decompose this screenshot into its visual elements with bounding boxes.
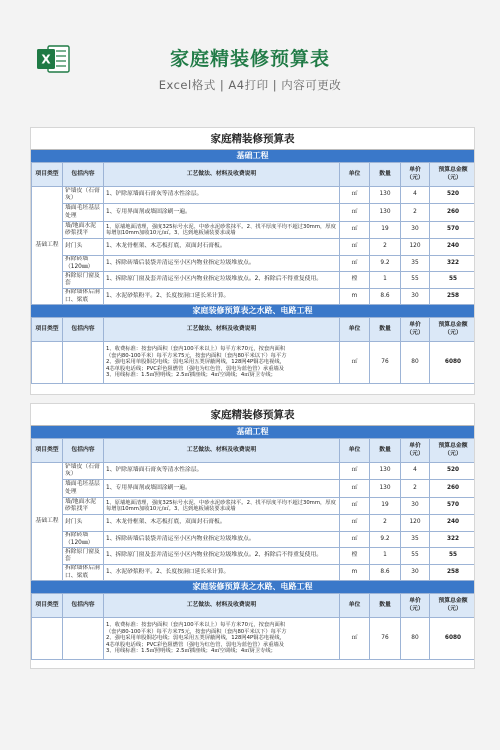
price-cell: 4 (401, 463, 430, 480)
table-row (32, 463, 476, 480)
price-cell: 30 (401, 565, 430, 581)
desc-cell: 1、原墙地面清理，强度325标号水泥、中砂水泥砂浆抹平。2、找平厚度平均不超过30mm，厚度每增加10mm加收10元/㎡。3、达到地板铺装要求或墙 (104, 222, 340, 239)
table-row (32, 532, 476, 548)
content-cell: 拆除墙体后洞口、梁底 (63, 565, 104, 581)
col-header-desc: 工艺做法、材料及收费说明 (104, 163, 340, 187)
desc-line: 1、收费标准：按套内面积（套内100平米以上）每平方米70元，按套内面积 (106, 346, 286, 353)
col-header-price: 单价（元） (401, 318, 430, 342)
content-cell: 拆除原门窗及套 (63, 548, 104, 565)
price-cell: 120 (401, 515, 430, 532)
total-cell: 520 (430, 463, 476, 480)
section-bar-basic: 基础工程 (31, 150, 474, 162)
content-cell: 墙/地面水泥砂浆找平 (63, 498, 104, 515)
price-cell: 30 (401, 222, 430, 239)
col-header-unit: 单位 (340, 318, 370, 342)
content-cell: 拆除原门窗及套 (63, 272, 104, 289)
col-header-content: 包括内容 (63, 163, 104, 187)
col-header-desc: 工艺做法、材料及收费说明 (104, 594, 340, 618)
col-header-unit: 单位 (340, 594, 370, 618)
budget-sheet-preview (30, 403, 475, 669)
table-row (32, 548, 476, 565)
unit-cell: ㎡ (340, 532, 370, 548)
col-header-desc: 工艺做法、材料及收费说明 (104, 439, 340, 463)
price-cell: 35 (401, 532, 430, 548)
basic-works-table (31, 438, 475, 581)
section-bar-basic: 基础工程 (31, 426, 474, 438)
col-header-unit: 单位 (340, 163, 370, 187)
col-header-desc: 工艺做法、材料及收费说明 (104, 318, 340, 342)
col-header-unit: 单位 (340, 439, 370, 463)
table-row (32, 342, 476, 384)
price-cell: 30 (401, 289, 430, 305)
qty-cell: 8.6 (370, 565, 401, 581)
col-header-qty: 数量 (370, 439, 401, 463)
unit-cell: ㎡ (340, 498, 370, 515)
budget-sheet-preview (30, 127, 475, 395)
price-cell: 30 (401, 498, 430, 515)
price-cell: 35 (401, 256, 430, 272)
content-cell (63, 342, 104, 384)
desc-cell: 1、拆除砖墙后装袋并清运至小区内物业指定垃圾堆放点。 (104, 256, 340, 272)
category-cell: 基础工程 (32, 463, 63, 581)
desc-line: （套内80-100平米）每平方米75元，按套内面积（套内80平米以下）每平方 (106, 628, 287, 635)
unit-cell: ㎡ (340, 515, 370, 532)
col-header-type: 项目类型 (32, 594, 63, 618)
svg-text:X: X (41, 52, 51, 67)
unit-cell: 樘 (340, 548, 370, 565)
category-cell (32, 342, 63, 384)
col-header-qty: 数量 (370, 318, 401, 342)
content-cell: 铲墙皮（石膏灰） (63, 463, 104, 480)
col-header-type: 项目类型 (32, 439, 63, 463)
unit-cell: ㎡ (340, 342, 370, 384)
col-header-total: 预算总金额（元） (430, 594, 476, 618)
desc-line: 2、强电采用单股铜芯电线；弱电采用五类屏蔽网线，128网4P铜芯电视线， (106, 359, 285, 366)
content-cell: 拆除砖墙（120㎜） (63, 256, 104, 272)
table-row (32, 515, 476, 532)
price-cell: 2 (401, 204, 430, 222)
qty-cell: 1 (370, 272, 401, 289)
price-cell: 120 (401, 239, 430, 256)
table-row (32, 289, 476, 305)
desc-cell (104, 342, 340, 384)
desc-cell: 1、拆除原门窗及套并清运至小区内物业指定垃圾堆放点。2、拆除后不得重复使用。 (104, 548, 340, 565)
desc-cell: 1、拆除砖墙后装袋并清运至小区内物业指定垃圾堆放点。 (104, 532, 340, 548)
total-cell: 322 (430, 256, 476, 272)
unit-cell: ㎡ (340, 618, 370, 660)
table-row (32, 187, 476, 204)
col-header-price: 单价（元） (401, 163, 430, 187)
table-row (32, 239, 476, 256)
col-header-type: 项目类型 (32, 318, 63, 342)
content-cell: 墙面毛坯基层处理 (63, 480, 104, 498)
total-cell: 322 (430, 532, 476, 548)
qty-cell: 76 (370, 342, 401, 384)
col-header-content: 包括内容 (63, 439, 104, 463)
price-cell: 80 (401, 618, 430, 660)
desc-cell: 1、木龙骨框架、木芯板打底，双面封石膏板。 (104, 515, 340, 532)
unit-cell: 樘 (340, 272, 370, 289)
total-cell: 520 (430, 187, 476, 204)
total-cell: 55 (430, 272, 476, 289)
content-cell: 封门头 (63, 515, 104, 532)
table-row (32, 498, 476, 515)
total-cell: 6080 (430, 618, 476, 660)
qty-cell: 2 (370, 239, 401, 256)
content-cell (63, 618, 104, 660)
section-bar-electric: 家庭装修预算表之水路、电路工程 (31, 581, 474, 593)
desc-cell: 1、木龙骨框架、木芯板打底，双面封石膏板。 (104, 239, 340, 256)
electric-works-table (31, 317, 475, 384)
qty-cell: 9.2 (370, 256, 401, 272)
total-cell: 260 (430, 204, 476, 222)
total-cell: 6080 (430, 342, 476, 384)
qty-cell: 130 (370, 463, 401, 480)
desc-cell (104, 618, 340, 660)
content-cell: 拆除砖墙（120㎜） (63, 532, 104, 548)
table-row (32, 565, 476, 581)
total-cell: 258 (430, 289, 476, 305)
category-cell: 基础工程 (32, 187, 63, 305)
qty-cell: 8.6 (370, 289, 401, 305)
table-row (32, 618, 476, 660)
qty-cell: 9.2 (370, 532, 401, 548)
price-cell: 80 (401, 342, 430, 384)
desc-line: 2、强电采用单股铜芯电线；弱电采用五类屏蔽网线，128网4P铜芯电视线， (106, 635, 285, 642)
content-cell: 铲墙皮（石膏灰） (63, 187, 104, 204)
sheet-title: 家庭精装修预算表 (31, 404, 474, 426)
total-cell: 240 (430, 239, 476, 256)
page-title: 家庭精装修预算表 (169, 48, 330, 70)
price-cell: 55 (401, 272, 430, 289)
table-row (32, 222, 476, 239)
desc-cell: 1、原墙地面清理，强度325标号水泥、中砂水泥砂浆抹平。2、找平厚度平均不超过30mm，厚度每增加10mm加收10元/㎡。3、达到地板铺装要求或墙 (104, 498, 340, 515)
qty-cell: 130 (370, 204, 401, 222)
desc-line: 4芯单股电话线；PVC彩色阻燃管（强电为红色管，弱电为蓝色管）承重墙及 (106, 641, 285, 648)
unit-cell: ㎡ (340, 256, 370, 272)
total-cell: 55 (430, 548, 476, 565)
content-cell: 封门头 (63, 239, 104, 256)
col-header-price: 单价（元） (401, 594, 430, 618)
unit-cell: ㎡ (340, 187, 370, 204)
col-header-price: 单价（元） (401, 439, 430, 463)
qty-cell: 19 (370, 222, 401, 239)
electric-works-table (31, 593, 475, 660)
desc-line: 3、用线标准：1.5㎡照明线；2.5㎡插座线；4㎡空调线；4㎡厨卫专线； (106, 648, 276, 655)
content-cell: 墙面毛坯基层处理 (63, 204, 104, 222)
page-header (0, 0, 500, 110)
desc-cell: 1、水泥砂浆粉平。2、长度按洞口延长米计算。 (104, 565, 340, 581)
desc-cell: 1、专用界面剂或墙固涂刷一遍。 (104, 204, 340, 222)
unit-cell: m (340, 289, 370, 305)
unit-cell: m (340, 565, 370, 581)
total-cell: 260 (430, 480, 476, 498)
basic-works-table (31, 162, 475, 305)
qty-cell: 130 (370, 187, 401, 204)
col-header-qty: 数量 (370, 163, 401, 187)
desc-line: 3、用线标准：1.5㎡照明线；2.5㎡插座线；4㎡空调线；4㎡厨卫专线； (106, 372, 276, 379)
desc-cell: 1、铲除原墙面石膏灰等清水性涂层。 (104, 187, 340, 204)
col-header-content: 包括内容 (63, 318, 104, 342)
desc-cell: 1、专用界面剂或墙固涂刷一遍。 (104, 480, 340, 498)
col-header-qty: 数量 (370, 594, 401, 618)
qty-cell: 1 (370, 548, 401, 565)
page-subtitle: Excel格式 | A4打印 | 内容可更改 (158, 78, 342, 92)
category-cell (32, 618, 63, 660)
col-header-total: 预算总金额（元） (430, 318, 476, 342)
table-row (32, 272, 476, 289)
desc-line: 4芯单股电话线；PVC彩色阻燃管（强电为红色管，弱电为蓝色管）承重墙及 (106, 365, 285, 372)
unit-cell: ㎡ (340, 480, 370, 498)
desc-cell: 1、水泥砂浆粉平。2、长度按洞口延长米计算。 (104, 289, 340, 305)
unit-cell: ㎡ (340, 222, 370, 239)
price-cell: 4 (401, 187, 430, 204)
desc-cell: 1、拆除原门窗及套并清运至小区内物业指定垃圾堆放点。2、拆除后不得重复使用。 (104, 272, 340, 289)
total-cell: 570 (430, 222, 476, 239)
qty-cell: 19 (370, 498, 401, 515)
col-header-content: 包括内容 (63, 594, 104, 618)
col-header-total: 预算总金额（元） (430, 163, 476, 187)
total-cell: 240 (430, 515, 476, 532)
content-cell: 墙/地面水泥砂浆找平 (63, 222, 104, 239)
unit-cell: ㎡ (340, 204, 370, 222)
table-row (32, 256, 476, 272)
qty-cell: 2 (370, 515, 401, 532)
price-cell: 2 (401, 480, 430, 498)
content-cell: 拆除墙体后洞口、梁底 (63, 289, 104, 305)
desc-line: （套内80-100平米）每平方米75元，按套内面积（套内80平米以下）每平方 (106, 352, 287, 359)
price-cell: 55 (401, 548, 430, 565)
section-bar-electric: 家庭装修预算表之水路、电路工程 (31, 305, 474, 317)
table-row (32, 480, 476, 498)
unit-cell: ㎡ (340, 239, 370, 256)
col-header-type: 项目类型 (32, 163, 63, 187)
total-cell: 258 (430, 565, 476, 581)
total-cell: 570 (430, 498, 476, 515)
qty-cell: 130 (370, 480, 401, 498)
sheet-title: 家庭精装修预算表 (31, 128, 474, 150)
desc-line: 1、收费标准：按套内面积（套内100平米以上）每平方米70元，按套内面积 (106, 622, 286, 629)
qty-cell: 76 (370, 618, 401, 660)
col-header-total: 预算总金额（元） (430, 439, 476, 463)
unit-cell: ㎡ (340, 463, 370, 480)
desc-cell: 1、铲除原墙面石膏灰等清水性涂层。 (104, 463, 340, 480)
table-row (32, 204, 476, 222)
